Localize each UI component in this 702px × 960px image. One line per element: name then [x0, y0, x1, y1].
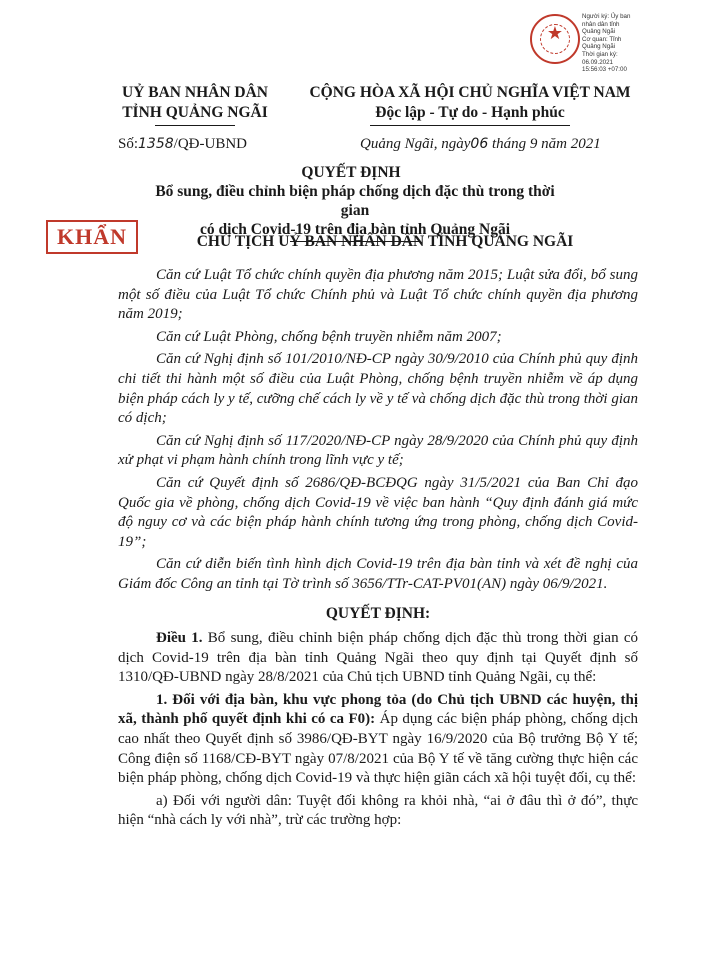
place-date-prefix: Quảng Ngãi, ngày [360, 136, 471, 152]
agency-line-1: UỶ BAN NHÂN DÂN [122, 84, 268, 101]
agency-divider [155, 125, 235, 126]
signature-line: Quảng Ngãi [582, 28, 616, 36]
doc-number-suffix: /QĐ-UBND [173, 136, 247, 152]
chairman-title: CHỦ TỊCH UỶ BAN NHÂN DÂN TỈNH QUẢNG NGÃI [196, 233, 574, 250]
document-title: QUYẾT ĐỊNH [301, 164, 401, 181]
preamble-paragraph: Căn cứ Quyết định số 2686/QĐ-BCĐQG ngày 31/5/2021 của Ban Chỉ đạo Quốc gia về phòng, chống dịch Covid-19 về việc ban hành “Quy định đánh giá mức độ nguy cơ và các biện pháp hành chính tương ứng trong phòng, chống dịch Covid-19”; [118, 474, 638, 550]
digital-signature-seal-icon: ★ [530, 14, 580, 64]
nation-name: CỘNG HÒA XÃ HỘI CHỦ NGHĨA VIỆT NAM [309, 84, 631, 101]
urgent-stamp: KHẨN [46, 220, 138, 254]
article-1 [118, 629, 638, 688]
signature-line: Thời gian ký: [582, 50, 618, 58]
doc-number-prefix: Số: [118, 136, 139, 152]
issuing-agency [110, 83, 280, 126]
agency-line-2: TỈNH QUẢNG NGÃI [122, 104, 268, 121]
preamble-paragraph: Căn cứ Luật Tổ chức chính quyền địa phương năm 2015; Luật sửa đổi, bổ sung một số điều của Luật Tổ chức Chính phủ và Luật Tổ chức chính quyền địa phương năm 2019; [118, 267, 638, 323]
preamble-paragraph: Căn cứ Nghị định số 101/2010/NĐ-CP ngày 30/9/2010 của Chính phủ quy định chi tiết thi hành một số điều của Luật Phòng, chống bệnh truyền nhiễm về áp dụng biện pháp cách ly y tế, cưỡng chế cách ly về y tế và chống dịch đặc thù trong thời gian có dịch; [118, 351, 638, 427]
item-1 [118, 691, 638, 789]
item-1a: a) Đối với người dân: Tuyệt đối không ra khỏi nhà, “ai ở đâu thì ở đó”, thực hiện “nhà cách ly với nhà”, trừ các trường hợp: [118, 792, 638, 829]
signature-line: 06.09.2021 [582, 58, 613, 66]
national-title [305, 83, 635, 126]
subtitle-line-2: có dịch Covid-19 trên địa bàn tỉnh Quảng Ngãi [199, 221, 511, 238]
digital-signature-info [582, 13, 697, 74]
signature-line: nhân dân tỉnh [582, 20, 620, 28]
article-1-text: Bổ sung, điều chỉnh biện pháp chống dịch đặc thù trong thời gian có dịch Covid-19 trên địa bàn tỉnh Quảng Ngãi theo quy định tại Quyết định số 1310/QĐ-UBND ngày 28/8/2021 của Chủ tịch UBND tỉnh Quảng Ngãi, cụ thể: [118, 630, 638, 686]
signature-line: 15:56:03 +07:00 [582, 66, 627, 74]
document-number [118, 134, 247, 154]
signature-line: Cơ quan: Tỉnh [582, 35, 622, 43]
doc-number-handwritten: 1358 [138, 136, 174, 152]
motto-divider [370, 125, 570, 126]
article-1-label: Điều 1. [156, 630, 203, 647]
subtitle-line-1: Bổ sung, điều chỉnh biện pháp chống dịch đặc thù trong thời gian [155, 183, 555, 219]
place-and-date [360, 134, 601, 154]
item-1-text: Áp dụng các biện pháp phòng, chống dịch cao nhất theo Quyết định số 3986/QĐ-BYT ngày 16/9/2020 của Bộ trưởng Bộ Y tế; Công điện số 1168/CĐ-BYT ngày 07/8/2021 của Bộ Y tế về tăng cường thực hiện các biện pháp phòng, chống dịch Covid-19 và thực hiện giãn cách xã hội tuyệt đối, cụ thể: [118, 711, 638, 787]
national-motto: Độc lập - Tự do - Hạnh phúc [375, 104, 565, 121]
signature-line: Quảng Ngãi [582, 43, 616, 51]
decision-heading: QUYẾT ĐỊNH: [325, 604, 431, 622]
place-date-suffix: tháng 9 năm 2021 [488, 136, 601, 152]
date-day-handwritten: 06 [470, 136, 489, 152]
preamble-paragraph: Căn cứ diễn biến tình hình dịch Covid-19 trên địa bàn tỉnh và xét đề nghị của Giám đốc Công an tỉnh tại Tờ trình số 3656/TTr-CAT-PV01(AN) ngày 06/9/2021. [118, 556, 638, 592]
signature-line: Người ký: Ủy ban [582, 13, 631, 20]
preamble-paragraph: Căn cứ Luật Phòng, chống bệnh truyền nhiễm năm 2007; [156, 328, 502, 345]
item-1-label: 1. Đối với địa bàn, khu vực phong tỏa (do Chủ tịch UBND các huyện, thị xã, thành phố quyết định khi có ca F0): [118, 691, 638, 728]
document-body [118, 266, 638, 834]
preamble-paragraph: Căn cứ Nghị định số 117/2020/NĐ-CP ngày 28/9/2020 của Chính phủ quy định xử phạt vi phạm hành chính trong lĩnh vực y tế; [118, 432, 638, 469]
